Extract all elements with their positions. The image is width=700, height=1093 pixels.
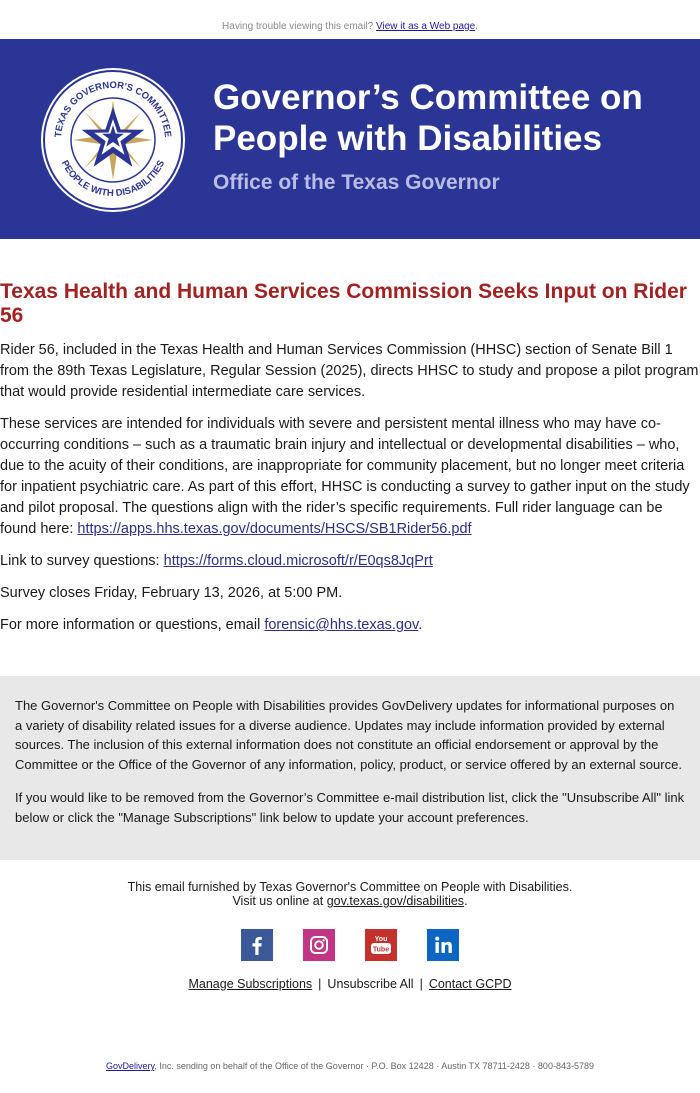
website-link[interactable]: gov.texas.gov/disabilities [326, 894, 465, 909]
banner-title-line1: Governor’s Committee on [213, 78, 643, 117]
article-paragraph-5 [0, 615, 700, 636]
instagram-icon[interactable] [303, 929, 335, 961]
survey-link[interactable]: https://forms.cloud.microsoft/r/E0qs8JqPrt [163, 553, 433, 569]
article-headline: Texas Health and Human Services Commission Seeks Input on Rider 56 [0, 280, 687, 327]
youtube-icon[interactable] [365, 929, 397, 961]
article-paragraph-3 [0, 551, 700, 572]
footer-line-2 [0, 894, 700, 909]
banner-subtitle: Office of the Texas Governor [213, 171, 500, 194]
footer [0, 860, 700, 992]
svg-text:PEOPLE WITH DISABILITIES: PEOPLE WITH DISABILITIES [58, 158, 168, 200]
article-paragraph-1: Rider 56, included in the Texas Health and Human Services Commission (HHSC) section of Senate Bill 1 from the 89th Texas Legislature, Regular Session (2025), directs HHSC to study and propose a pilot program that would provide residential intermediate care services. [0, 342, 699, 400]
govdelivery-footer [0, 1061, 700, 1071]
paragraph-2-text: These services are intended for individuals with severe and persistent mental illness who may have co-occurring conditions – such as a traumatic brain injury and intellectual or developmental disabilities – who, due to the acuity of their conditions, are inappropriate for community placement, but no longer meet criteria for inpatient psychiatric care. As part of this effort, HHSC is conducting a survey to gather input on the study and pilot proposal. The questions align with the rider’s specific requirements. Full rider language can be found here: [0, 416, 690, 537]
view-in-browser-bar [0, 0, 700, 39]
govdelivery-text: , Inc. sending on behalf of the Office of the Governor · P.O. Box 12428 · Austin TX 78711-2428 · 800-843-5789 [154, 1061, 594, 1072]
banner-title [213, 77, 643, 159]
paragraph-3-text: Link to survey questions: [0, 553, 164, 569]
link-separator: | [419, 976, 423, 991]
web-page-link[interactable]: View it as a Web page [376, 21, 476, 32]
paragraph-5-text: For more information or questions, email [0, 617, 265, 633]
paragraph-5-suffix: . [418, 617, 423, 633]
contact-gcpd-link[interactable]: Contact GCPD [428, 976, 512, 991]
footer-line-2-suffix: . [464, 894, 468, 909]
link-separator: | [318, 976, 322, 991]
footer-line-2-text: Visit us online at [232, 894, 327, 909]
header-banner [0, 39, 700, 239]
email-link[interactable]: forensic@hhs.texas.gov [264, 617, 419, 633]
svg-text:Tube: Tube [372, 945, 390, 953]
disclaimer-paragraph-2: If you would like to be removed from the Governor’s Committee e-mail distribution list, click the "Unsubscribe All" link below or click the "Manage Subscriptions" link below to update your account preferences. [15, 790, 685, 825]
manage-subscriptions-link[interactable]: Manage Subscriptions [188, 976, 313, 991]
rider-document-link[interactable]: https://apps.hhs.texas.gov/documents/HSCS/SB1Rider56.pdf [77, 521, 472, 537]
govdelivery-link[interactable]: GovDelivery [106, 1061, 155, 1072]
unsubscribe-all-link[interactable]: Unsubscribe All [327, 976, 414, 991]
disclaimer-paragraph-1: The Governor's Committee on People with Disabilities provides GovDelivery updates for informational purposes on a variety of disability related issues for a diverse audience. Updates may include information provided by external sources. The inclusion of this external information does not constitute an official endorsement or approval by the Committee or the Office of the Governor of any information, policy, product, or service offered by an external source. [15, 698, 682, 772]
linkedin-icon[interactable] [427, 929, 459, 961]
article-paragraph-2 [0, 414, 700, 540]
banner-text [213, 77, 643, 195]
disclaimer-section [0, 676, 700, 860]
footer-line-1: This email furnished by Texas Governor's Committee on People with Disabilities. [127, 879, 573, 894]
gcpd-seal-logo [40, 67, 186, 213]
trouble-text: Having trouble viewing this email? [222, 21, 374, 32]
svg-text:TEXAS GOVERNOR'S COMMITTEE: TEXAS GOVERNOR'S COMMITTEE [53, 79, 173, 138]
facebook-icon[interactable] [241, 929, 273, 961]
article-body [0, 239, 700, 636]
survey-deadline: Survey closes Friday, February 13, 2026, at 5:00 PM. [0, 585, 343, 601]
web-link-suffix: . [475, 21, 478, 32]
svg-text:You: You [374, 935, 388, 943]
social-links [0, 929, 700, 961]
banner-title-line2: People with Disabilities [213, 119, 602, 158]
subscription-links [0, 977, 700, 992]
